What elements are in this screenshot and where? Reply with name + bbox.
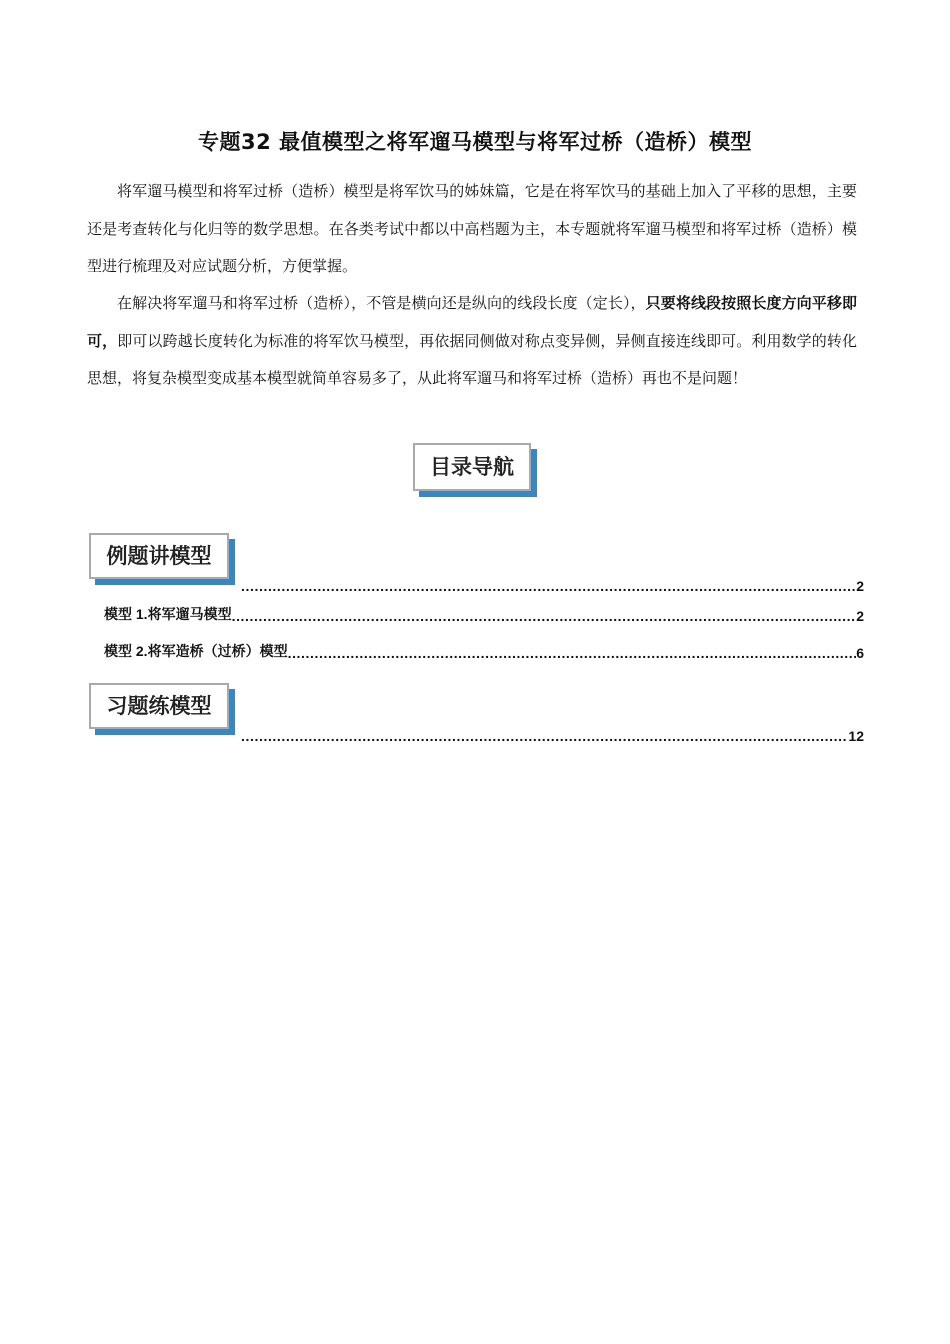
intro-paragraph-2 [87, 285, 857, 398]
toc-leader-dots [232, 608, 857, 624]
toc-leader-dots [241, 728, 848, 744]
toc-entry-model-1[interactable] [104, 604, 864, 624]
intro-paragraph-2-start: 在解决将军遛马和将军过桥（造桥），不管是横向还是纵向的线段长度（定长）， [117, 294, 646, 312]
toc-entry-exercises[interactable] [241, 728, 864, 744]
intro-paragraph-1: 将军遛马模型和将军过桥（造桥）模型是将军饮马的姊妹篇，它是在将军饮马的基础上加入了平移的思想，主要还是考查转化与化归等的数学思想。在各类考试中都以中高档题为主，本专题就将军遛马模型和将军过桥（造桥）模型进行梳理及对应试题分析，方便掌握。 [87, 182, 857, 275]
toc-page-number: 12 [848, 728, 864, 744]
toc-leader-dots [241, 578, 856, 594]
toc-heading-box: 目录导航 [413, 443, 531, 491]
intro-paragraph-2-emphasis: 只要将线段按照长度方向平移即可， [87, 294, 857, 350]
toc-page-number: 6 [856, 645, 864, 661]
toc-leader-dots [288, 645, 857, 661]
toc-entry-label: 模型 2.将军造桥（过桥）模型 [104, 643, 288, 659]
toc-entry-model-2[interactable] [104, 641, 864, 661]
toc-entry-label: 模型 1.将军遛马模型 [104, 606, 232, 622]
toc-page-number: 2 [856, 578, 864, 594]
page-title: 专题32 最值模型之将军遛马模型与将军过桥（造桥）模型 [197, 130, 753, 154]
toc-entry-examples[interactable] [241, 578, 864, 594]
examples-section-tag: 例题讲模型 [89, 533, 229, 579]
intro-paragraph-2-end: 即可以跨越长度转化为标准的将军饮马模型，再依据同侧做对称点变异侧，异侧直接连线即可。利用数学的转化思想，将复杂模型变成基本模型就简单容易多了，从此将军遛马和将军过桥（造桥）再也不是问题！ [87, 331, 857, 387]
exercises-section-tag: 习题练模型 [89, 683, 229, 729]
toc-page-number: 2 [856, 608, 864, 624]
